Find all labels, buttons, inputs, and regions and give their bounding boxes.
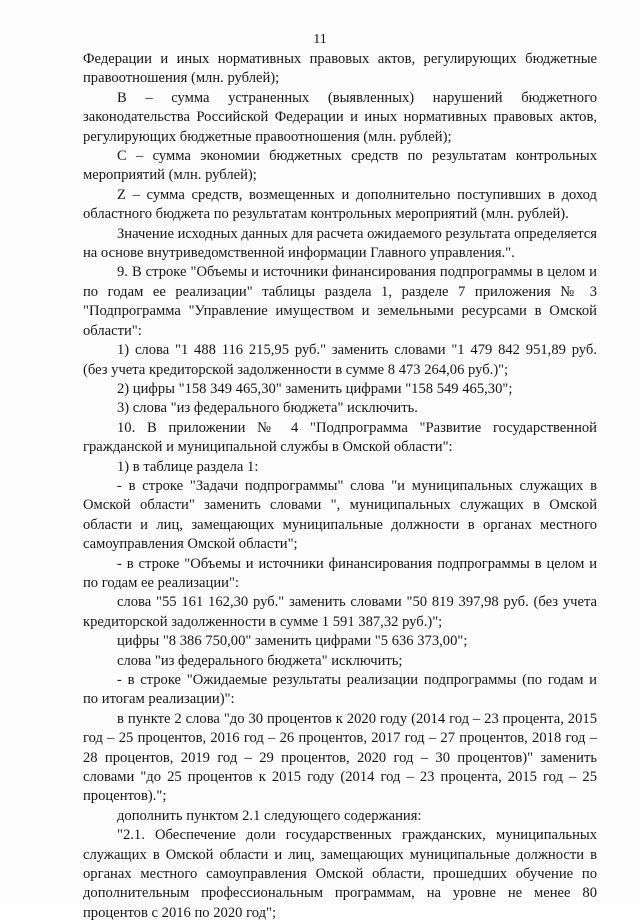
paragraph-item-10: 10. В приложении № 4 "Подпрограмма "Развитие государственной гражданской и муниципальной службы в Омской области": xyxy=(83,419,597,456)
paragraph-point-2-1: "2.1. Обеспечение доли государственных гражданских, муниципальных служащих в Омской области и лиц, замещающих муниципальные должности в органах местного самоуправления Омской области, прошедших обучение по дополнительным профессиональным программам, на уровне не менее 80 процентов с 2016 по 2020 год"; xyxy=(83,827,597,921)
paragraph-item-10-1: 1) в таблице раздела 1: xyxy=(117,458,259,475)
paragraph-point-2: в пункте 2 слова "до 30 процентов к 2020 году (2014 год – 23 процента, 2015 год – 25 процентов, 2016 год – 26 процентов, 2017 год – 27 процентов, 2018 год – 28 процентов, 2019 год – 29 процентов, 2020 год – 30 процентов)" заменить словами "до 25 процентов к 2015 году (2014 год – 23 процента, 2015 год – 25 процентов)."; xyxy=(83,710,597,805)
document-body xyxy=(83,50,597,923)
paragraph-definition-b: В – сумма устраненных (выявленных) нарушений бюджетного законодательства Российской Федерации и иных нормативных правовых актов, регулирующих бюджетные правоотношения (млн. рублей); xyxy=(83,89,597,145)
paragraph-results-row: - в строке "Ожидаемые результаты реализации подпрограммы (по годам и по итогам реализации)": xyxy=(83,672,597,708)
paragraph-definition-c: С – сумма экономии бюджетных средств по результатам контрольных мероприятий (млн. рублей); xyxy=(83,148,597,184)
page-number: 11 xyxy=(313,32,327,47)
paragraph-add-point: дополнить пунктом 2.1 следующего содержания: xyxy=(117,807,422,824)
paragraph-item-9-2: 2) цифры "158 349 465,30" заменить цифрами "158 549 465,30"; xyxy=(117,380,513,397)
paragraph-item-9-1: 1) слова "1 488 116 215,95 руб." заменить словами "1 479 842 951,89 руб. (без учета кредиторской задолженности в сумме 8 473 264,06 руб.)"; xyxy=(83,342,597,378)
paragraph-item-9-3: 3) слова "из федерального бюджета" исключить. xyxy=(117,400,418,417)
paragraph-funding-figures: цифры "8 386 750,00" заменить цифрами "5 636 373,00"; xyxy=(117,633,468,650)
paragraph-funding-row: - в строке "Объемы и источники финансирования подпрограммы в целом и по годам ее реализации": xyxy=(83,555,597,591)
paragraph-source-data: Значение исходных данных для расчета ожидаемого результата определяется на основе внутриведомственной информации Главного управления.". xyxy=(83,225,597,262)
paragraph-definition-z: Z – сумма средств, возмещенных и дополнительно поступивших в доход областного бюджета по результатам контрольных мероприятий (млн. рублей). xyxy=(83,186,597,223)
paragraph-federation-acts: Федерации и иных нормативных правовых актов, регулирующих бюджетные правоотношения (млн. рублей); xyxy=(83,51,597,87)
paragraph-item-9: 9. В строке "Объемы и источники финансирования подпрограммы в целом и по годам ее реализации" таблицы раздела 1, разделе 7 приложения № 3 "Подпрограмма "Управление имуществом и земельными ресурсами в Омской области": xyxy=(83,264,597,339)
paragraph-tasks-row: - в строке "Задачи подпрограммы" слова "и муниципальных служащих в Омской области" заменить словами ", муниципальных служащих в Омской области и лиц, замещающих муниципальные должности в органах местного самоуправления Омской области"; xyxy=(83,477,597,553)
paragraph-funding-words: слова "55 161 162,30 руб." заменить словами "50 819 397,98 руб. (без учета кредиторской задолженности в сумме 1 591 387,32 руб.)"; xyxy=(83,594,597,630)
paragraph-funding-exclude: слова "из федерального бюджета" исключить; xyxy=(117,652,403,669)
